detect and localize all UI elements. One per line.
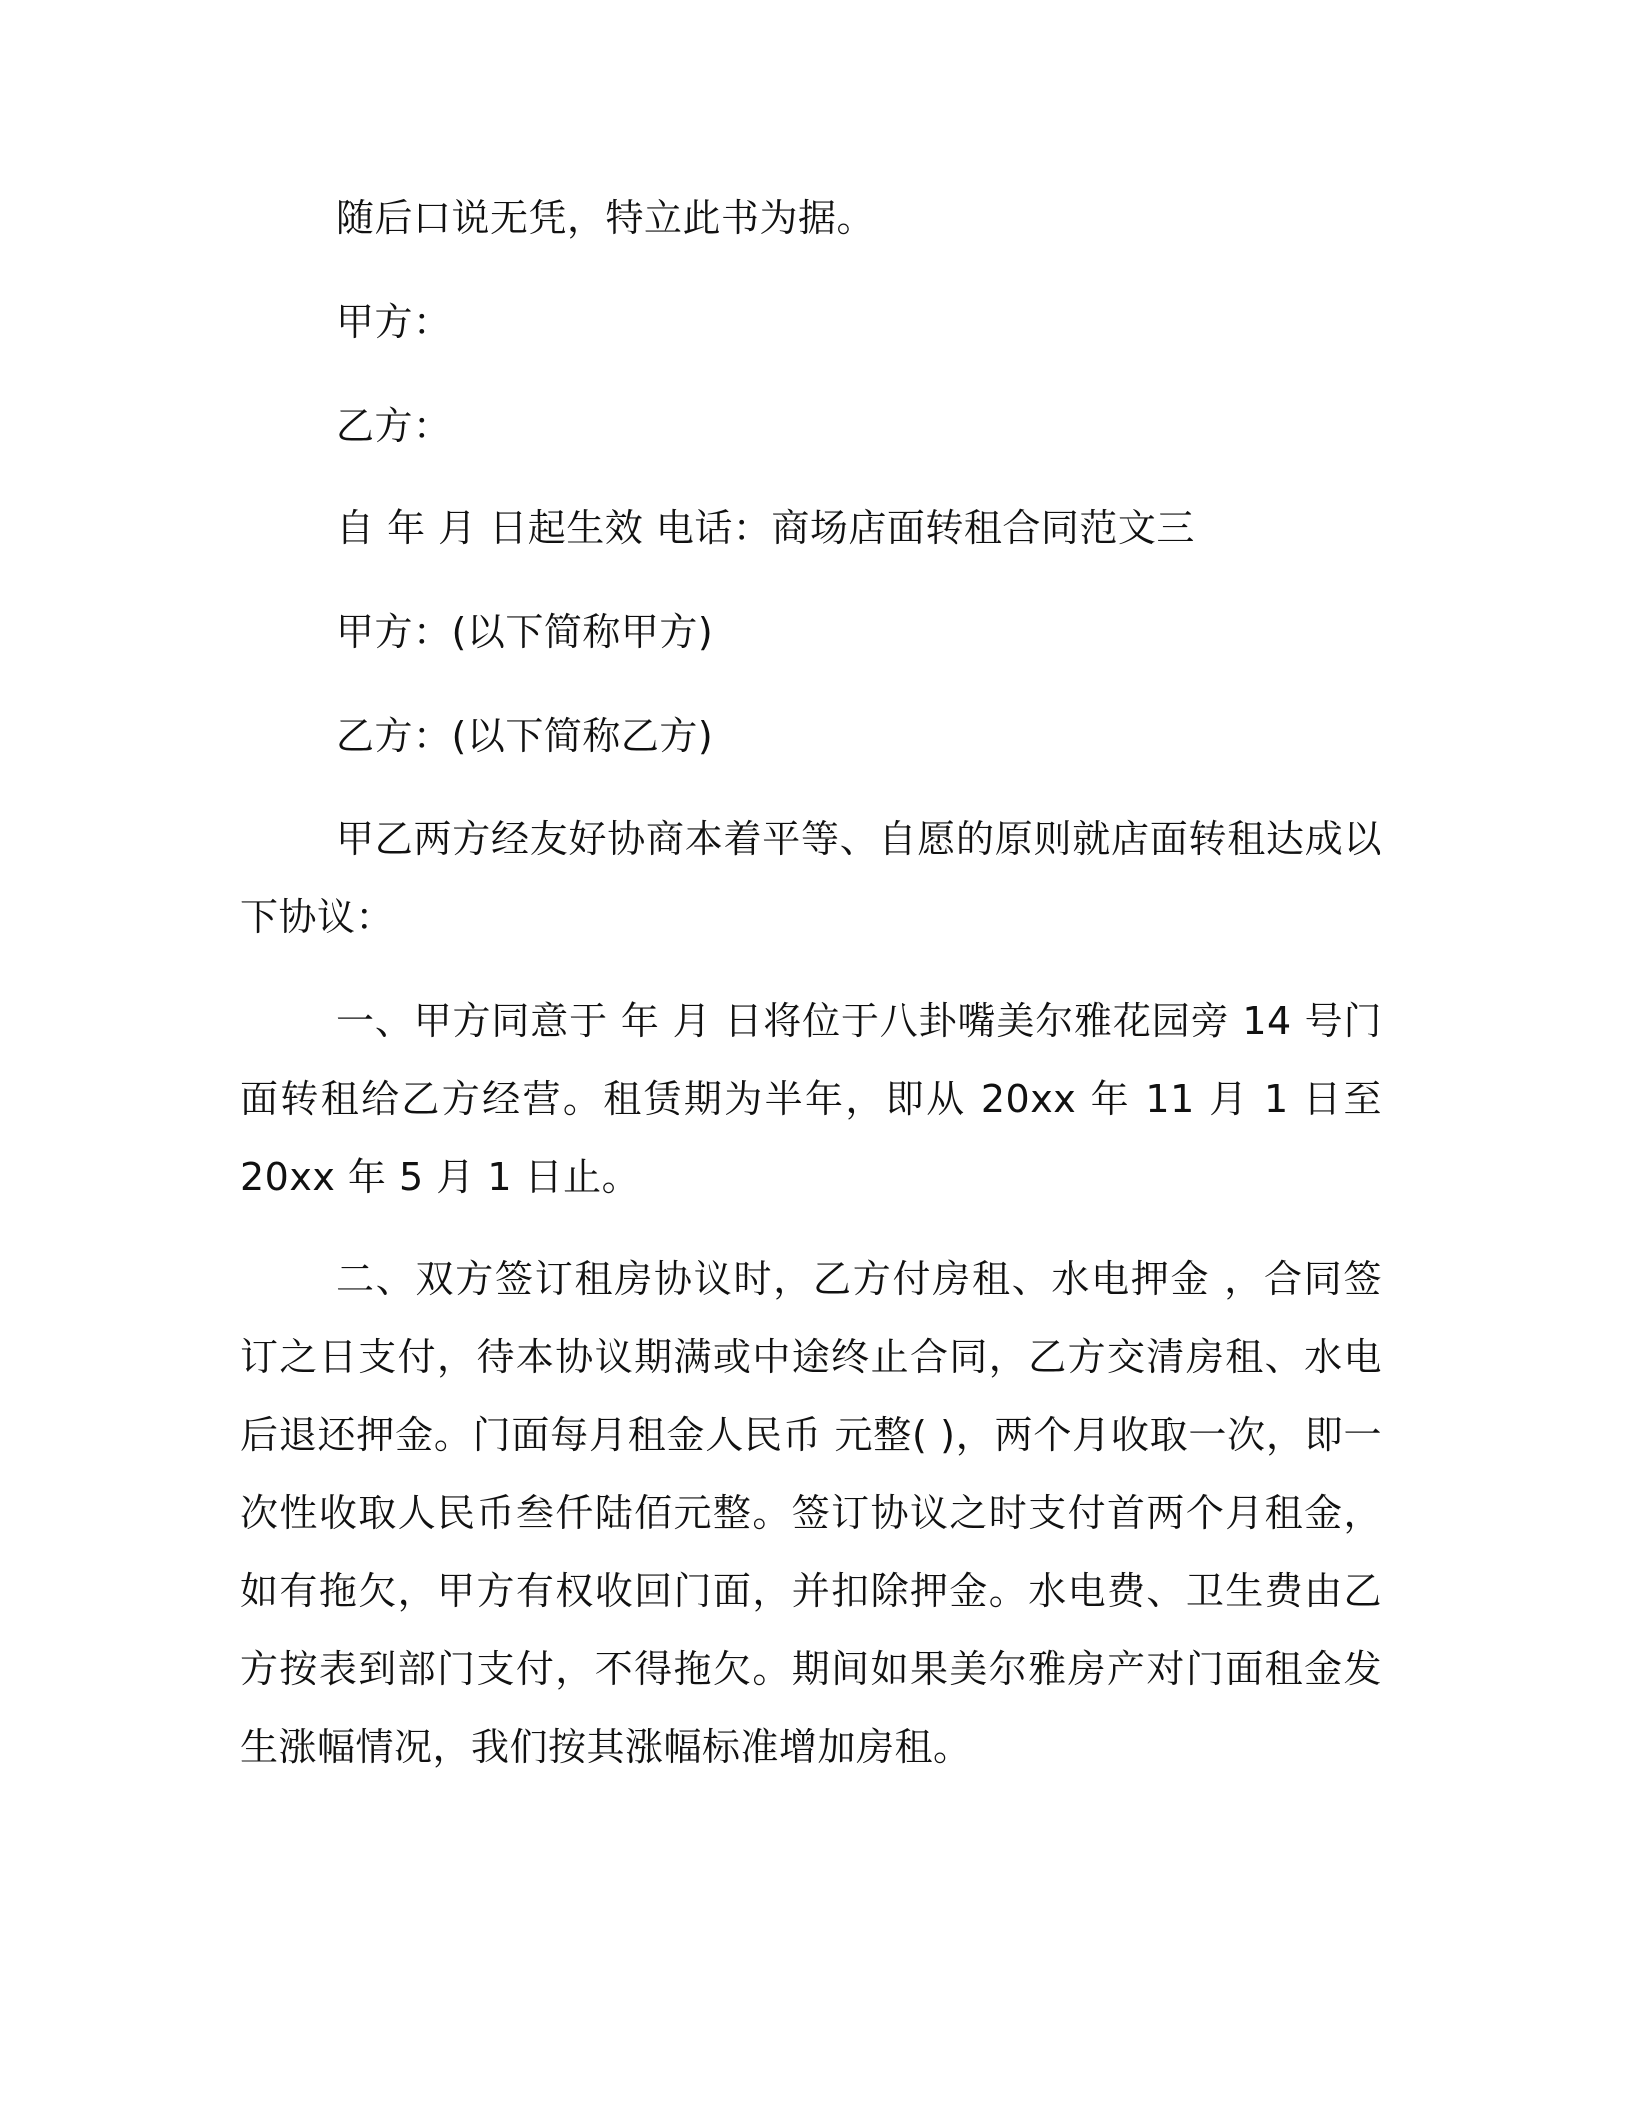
party-b-definition: 乙方：(以下简称乙方) xyxy=(336,714,714,758)
party-a-definition: 甲方：(以下简称甲方) xyxy=(336,610,714,654)
party-a-signature-label: 甲方： xyxy=(336,300,452,344)
clause-one-paragraph: 一、甲方同意于 年 月 日将位于八卦嘴美尔雅花园旁 14 号门面转租给乙方经营。租赁期为半年，即从 20xx 年 11 月 1 日至 20xx 年 5 月 1 日止。 xyxy=(240,999,1382,1199)
closing-statement: 随后口说无凭，特立此书为据。 xyxy=(336,196,876,240)
agreement-intro-paragraph: 甲乙两方经友好协商本着平等、自愿的原则就店面转租达成以下协议： xyxy=(240,817,1382,939)
effective-date-and-title-line: 自 年 月 日起生效 电话：商场店面转租合同范文三 xyxy=(336,506,1195,550)
party-b-signature-label: 乙方： xyxy=(336,404,452,448)
clause-two-paragraph: 二、双方签订租房协议时，乙方付房租、水电押金 ，合同签订之日支付，待本协议期满或中途终止合同，乙方交清房租、水电后退还押金。门面每月租金人民币 元整( )，两个月收取一次，即一次性收取人民币叁仟陆佰元整。签订协议之时支付首两个月租金，如有拖欠，甲方有权收回门面，并扣除押金。水电费、卫生费由乙方按表到部门支付，不得拖欠。期间如果美尔雅房产对门面租金发生涨幅情况，我们按其涨幅标准增加房租。 xyxy=(240,1257,1382,1769)
